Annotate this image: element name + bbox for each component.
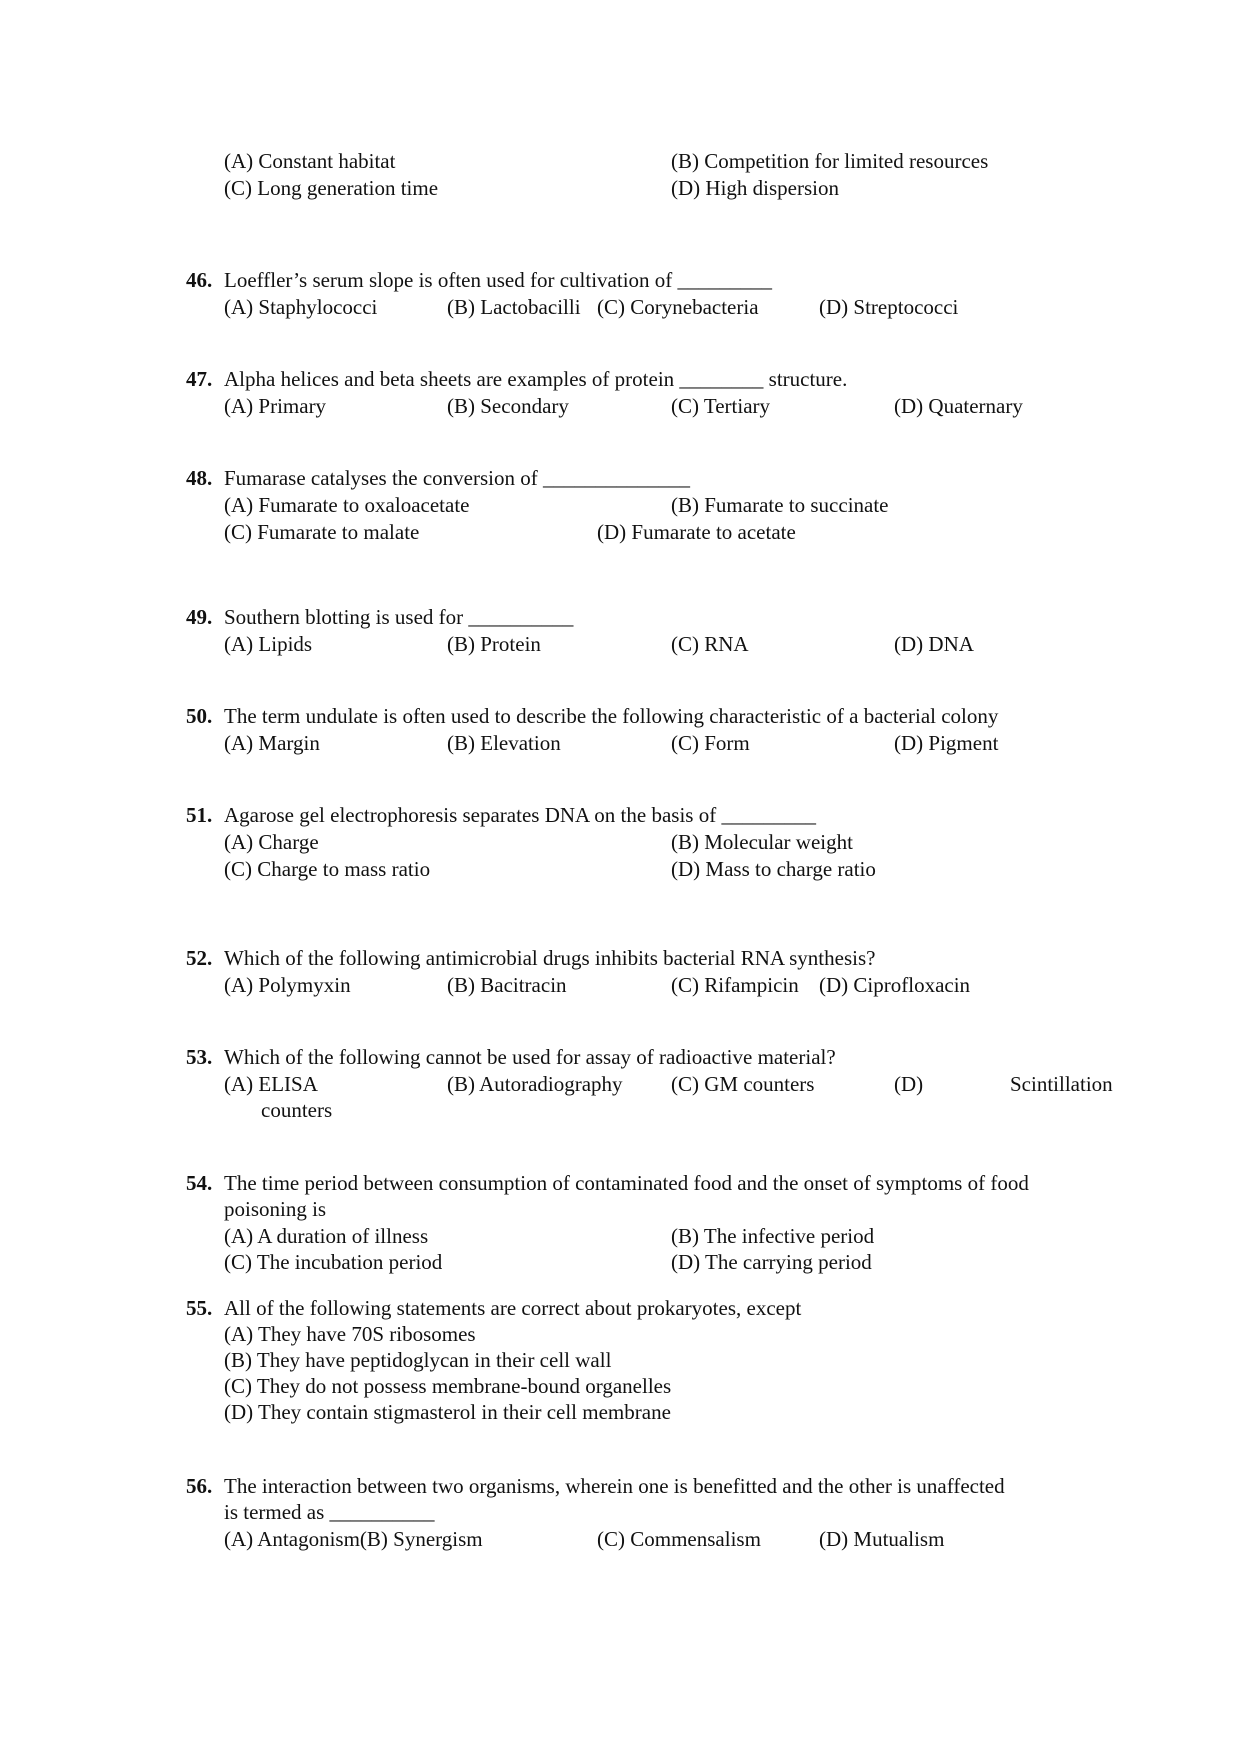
option-c: (C) GM counters (671, 1072, 815, 1096)
option-d: (D) High dispersion (671, 176, 839, 200)
option-d: (D) (894, 1072, 924, 1096)
option-d: (D) The carrying period (671, 1250, 872, 1274)
option-a: (A) Margin (224, 731, 320, 755)
option-a: (A) Antagonism (224, 1527, 360, 1551)
question-text-line1: The time period between consumption of contaminated food and the onset of symptoms of food (224, 1171, 1029, 1195)
option-d: (D) Mass to charge ratio (671, 857, 876, 881)
option-c: (C) Charge to mass ratio (224, 857, 431, 881)
question-text: Loeffler’s serum slope is often used for cultivation of _________ (224, 268, 773, 292)
option-c: (C) Corynebacteria (597, 295, 759, 319)
option-a: (A) Primary (224, 394, 327, 418)
option-c: (C) Rifampicin (671, 973, 799, 997)
option-b: (B) The infective period (671, 1224, 875, 1248)
option-d: (D) Mutualism (819, 1527, 945, 1551)
question-text-line1: The interaction between two organisms, wherein one is benefitted and the other is unaffected (224, 1474, 1005, 1498)
option-a: (A) Polymyxin (224, 973, 351, 997)
option-a: (A) ELISA (224, 1072, 318, 1096)
option-d: (D) Pigment (894, 731, 999, 755)
question-number: 52. (186, 946, 213, 970)
question-number: 49. (186, 605, 213, 629)
option-b: (B) Secondary (447, 394, 569, 418)
question-number: 56. (186, 1474, 213, 1498)
question-number: 47. (186, 367, 213, 391)
option-b: (B) Autoradiography (447, 1072, 623, 1096)
option-a-b (224, 1526, 483, 1552)
question-text: Fumarase catalyses the conversion of ______________ (224, 466, 690, 490)
question-number: 51. (186, 803, 213, 827)
option-d: (D) DNA (894, 632, 974, 656)
option-a: (A) They have 70S ribosomes (224, 1322, 476, 1346)
option-a: (A) Lipids (224, 632, 313, 656)
option-b: (B) Molecular weight (671, 830, 853, 854)
question-text-line2: is termed as __________ (224, 1500, 435, 1524)
option-b: (B) Competition for limited resources (671, 149, 989, 173)
question-text: All of the following statements are correct about prokaryotes, except (224, 1296, 802, 1320)
question-text: Alpha helices and beta sheets are examples of protein ________ structure. (224, 367, 848, 391)
option-d: (D) They contain stigmasterol in their cell membrane (224, 1400, 671, 1424)
option-a: (A) Fumarate to oxaloacetate (224, 493, 470, 517)
option-d-continuation: counters (261, 1098, 333, 1122)
option-a: (A) Constant habitat (224, 149, 396, 173)
option-b: (B) Fumarate to succinate (671, 493, 889, 517)
option-a: (A) A duration of illness (224, 1224, 429, 1248)
question-text: Which of the following cannot be used for assay of radioactive material? (224, 1045, 836, 1069)
question-text: Which of the following antimicrobial drugs inhibits bacterial RNA synthesis? (224, 946, 876, 970)
option-d-text: Scintillation (1010, 1072, 1113, 1096)
question-number: 48. (186, 466, 213, 490)
option-b: (B) Bacitracin (447, 973, 567, 997)
option-c: (C) Commensalism (597, 1527, 761, 1551)
question-number: 53. (186, 1045, 213, 1069)
question-text-line2: poisoning is (224, 1197, 327, 1221)
option-b: (B) Protein (447, 632, 541, 656)
option-b: (B) Lactobacilli (447, 295, 581, 319)
option-c: (C) Form (671, 731, 750, 755)
option-d: (D) Fumarate to acetate (597, 520, 796, 544)
option-c: (C) Fumarate to malate (224, 520, 420, 544)
option-b: (B) Synergism (359, 1527, 483, 1551)
question-number: 54. (186, 1171, 213, 1195)
option-c: (C) The incubation period (224, 1250, 443, 1274)
question-number: 55. (186, 1296, 213, 1320)
option-d: (D) Quaternary (894, 394, 1023, 418)
option-c: (C) Long generation time (224, 176, 439, 200)
question-text: Southern blotting is used for __________ (224, 605, 574, 629)
question-text: Agarose gel electrophoresis separates DNA on the basis of _________ (224, 803, 816, 827)
option-a: (A) Charge (224, 830, 319, 854)
question-number: 46. (186, 268, 213, 292)
option-a: (A) Staphylococci (224, 295, 378, 319)
option-c: (C) They do not possess membrane-bound organelles (224, 1374, 672, 1398)
option-d: (D) Streptococci (819, 295, 959, 319)
option-b: (B) Elevation (447, 731, 561, 755)
question-number: 50. (186, 704, 213, 728)
option-b: (B) They have peptidoglycan in their cell wall (224, 1348, 612, 1372)
option-c: (C) RNA (671, 632, 749, 656)
question-text: The term undulate is often used to describe the following characteristic of a bacterial colony (224, 704, 999, 728)
option-d: (D) Ciprofloxacin (819, 973, 971, 997)
option-c: (C) Tertiary (671, 394, 771, 418)
